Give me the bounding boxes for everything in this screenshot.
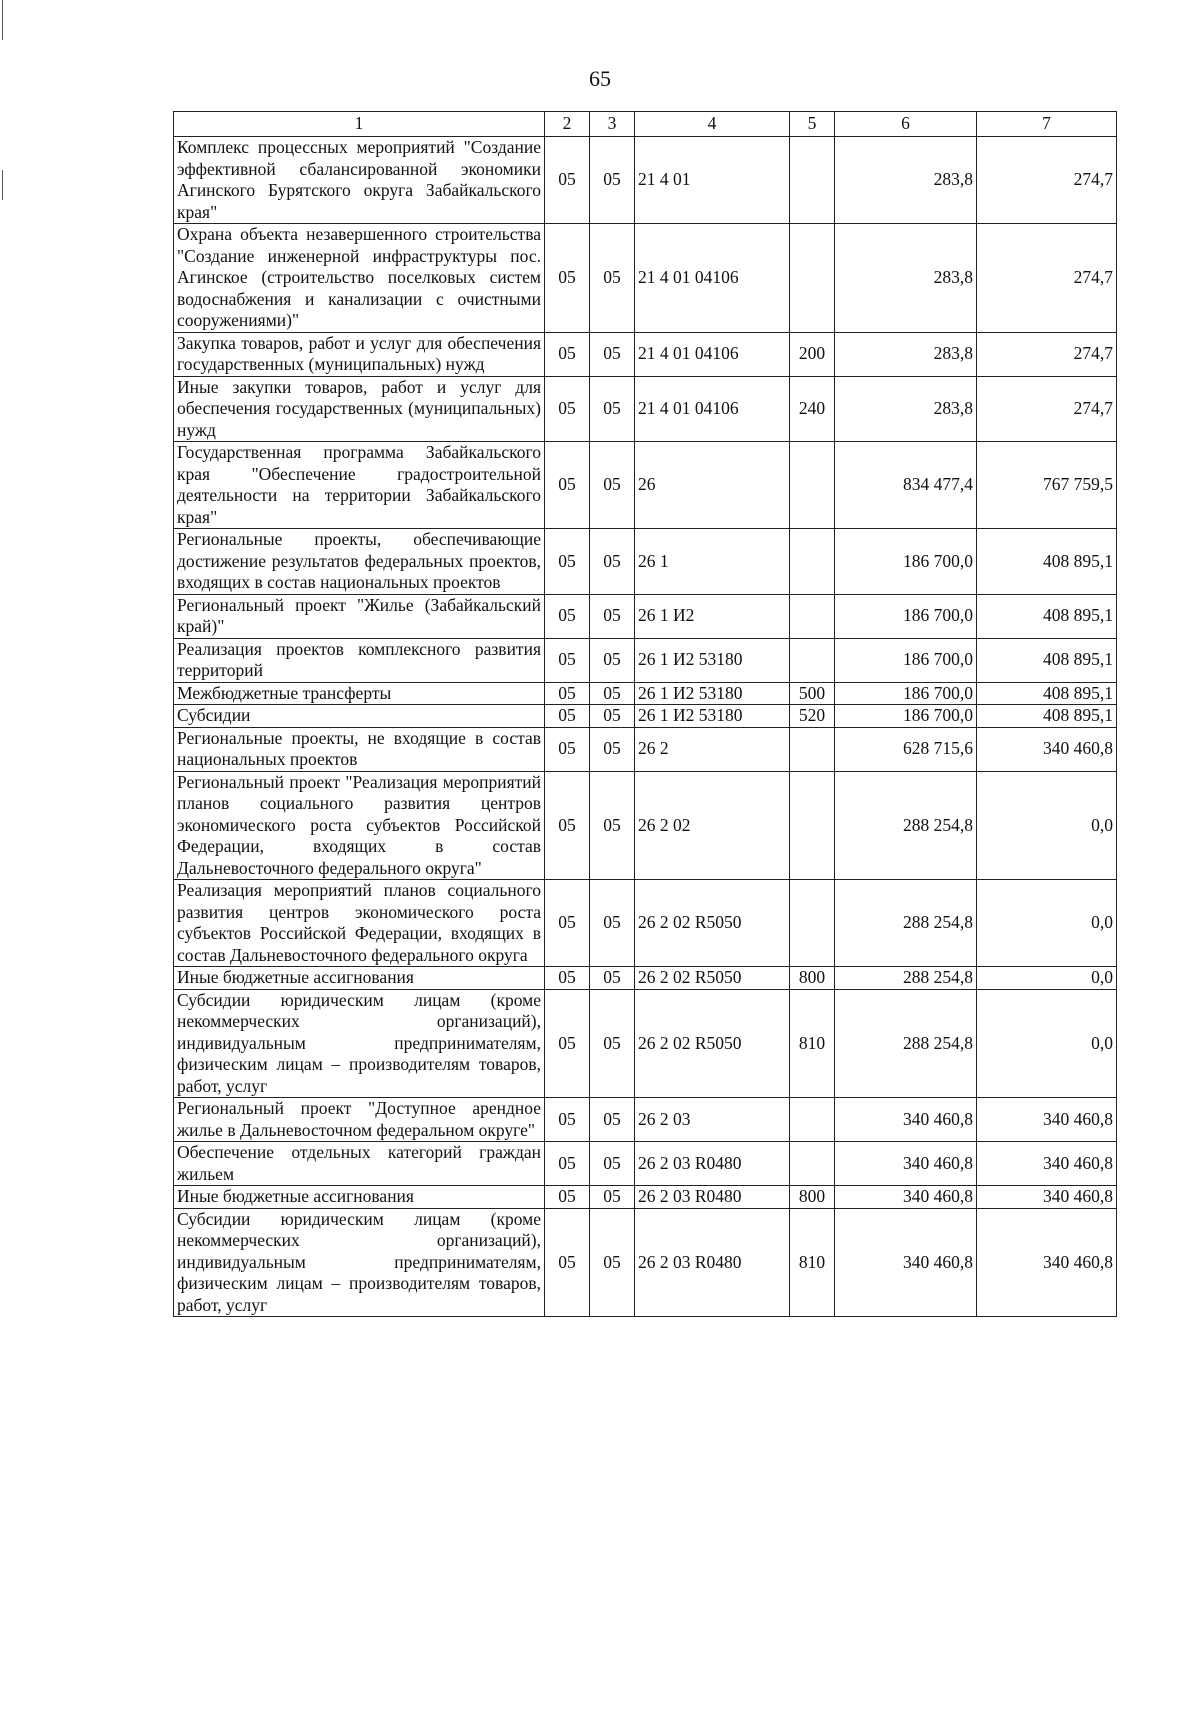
row-name-cell: Закупка товаров, работ и услуг для обеспечения государственных (муниципальных) нужд — [174, 332, 545, 376]
scan-edge-mark — [2, 0, 3, 40]
header-col-2: 2 — [545, 112, 590, 137]
row-expense-type-cell: 200 — [790, 332, 835, 376]
row-target-code-cell: 26 2 03 — [635, 1098, 790, 1142]
row-expense-type-cell: 810 — [790, 989, 835, 1098]
row-amount-col6-cell: 283,8 — [835, 224, 977, 333]
row-subsection-cell: 05 — [590, 529, 635, 595]
row-target-code-cell: 26 2 03 R0480 — [635, 1208, 790, 1317]
row-subsection-cell: 05 — [590, 1142, 635, 1186]
row-subsection-cell: 05 — [590, 442, 635, 529]
table-row — [174, 376, 1117, 442]
row-expense-type-cell: 800 — [790, 967, 835, 990]
row-name-cell: Региональные проекты, не входящие в состав национальных проектов — [174, 727, 545, 771]
table-row — [174, 989, 1117, 1098]
row-subsection-cell: 05 — [590, 376, 635, 442]
row-expense-type-cell — [790, 224, 835, 333]
row-expense-type-cell: 800 — [790, 1186, 835, 1209]
table-row — [174, 224, 1117, 333]
page-number: 65 — [589, 66, 611, 91]
row-amount-col6-cell: 834 477,4 — [835, 442, 977, 529]
row-target-code-cell: 26 — [635, 442, 790, 529]
row-name-cell: Региональные проекты, обеспечивающие достижение результатов федеральных проектов, входящих в состав национальных проектов — [174, 529, 545, 595]
row-section-cell: 05 — [545, 1142, 590, 1186]
row-subsection-cell: 05 — [590, 771, 635, 880]
row-subsection-cell: 05 — [590, 594, 635, 638]
row-expense-type-cell — [790, 442, 835, 529]
row-name-cell: Реализация мероприятий планов социального развития центров экономического роста субъектов Российской Федерации, входящих в состав Дальневосточного федерального округа — [174, 880, 545, 967]
row-section-cell: 05 — [545, 638, 590, 682]
row-amount-col7-cell: 340 460,8 — [977, 1142, 1117, 1186]
table-row — [174, 705, 1117, 728]
row-amount-col7-cell: 408 895,1 — [977, 682, 1117, 705]
row-name-cell: Региональный проект "Доступное арендное жилье в Дальневосточном федеральном округе" — [174, 1098, 545, 1142]
row-amount-col7-cell: 0,0 — [977, 880, 1117, 967]
row-section-cell: 05 — [545, 442, 590, 529]
row-section-cell: 05 — [545, 682, 590, 705]
row-expense-type-cell — [790, 880, 835, 967]
row-subsection-cell: 05 — [590, 1208, 635, 1317]
row-amount-col7-cell: 0,0 — [977, 967, 1117, 990]
table-row — [174, 529, 1117, 595]
row-name-cell: Субсидии юридическим лицам (кроме некоммерческих организаций), индивидуальным предпринимателям, физическим лицам – производителям товаров, работ, услуг — [174, 989, 545, 1098]
header-col-1: 1 — [174, 112, 545, 137]
header-col-4: 4 — [635, 112, 790, 137]
row-target-code-cell: 26 1 И2 — [635, 594, 790, 638]
header-col-3: 3 — [590, 112, 635, 137]
row-subsection-cell: 05 — [590, 224, 635, 333]
table-row — [174, 880, 1117, 967]
row-section-cell: 05 — [545, 771, 590, 880]
row-subsection-cell: 05 — [590, 727, 635, 771]
row-amount-col7-cell: 274,7 — [977, 376, 1117, 442]
row-expense-type-cell — [790, 137, 835, 224]
row-amount-col6-cell: 186 700,0 — [835, 638, 977, 682]
row-amount-col6-cell: 288 254,8 — [835, 771, 977, 880]
row-target-code-cell: 26 2 03 R0480 — [635, 1142, 790, 1186]
row-section-cell: 05 — [545, 594, 590, 638]
row-name-cell: Иные бюджетные ассигнования — [174, 967, 545, 990]
row-name-cell: Иные бюджетные ассигнования — [174, 1186, 545, 1209]
row-subsection-cell: 05 — [590, 1098, 635, 1142]
row-section-cell: 05 — [545, 989, 590, 1098]
row-amount-col6-cell: 340 460,8 — [835, 1098, 977, 1142]
header-col-6: 6 — [835, 112, 977, 137]
table-row — [174, 771, 1117, 880]
table-row — [174, 332, 1117, 376]
row-amount-col6-cell: 186 700,0 — [835, 529, 977, 595]
row-subsection-cell: 05 — [590, 967, 635, 990]
row-target-code-cell: 21 4 01 — [635, 137, 790, 224]
row-amount-col6-cell: 186 700,0 — [835, 594, 977, 638]
row-amount-col7-cell: 0,0 — [977, 771, 1117, 880]
row-amount-col7-cell: 408 895,1 — [977, 638, 1117, 682]
row-name-cell: Региональный проект "Реализация мероприятий планов социального развития центров экономического роста субъектов Российской Федерации, входящих в состав Дальневосточного федерального округа" — [174, 771, 545, 880]
row-amount-col7-cell: 408 895,1 — [977, 705, 1117, 728]
row-target-code-cell: 26 2 02 R5050 — [635, 989, 790, 1098]
table-row — [174, 594, 1117, 638]
row-section-cell: 05 — [545, 376, 590, 442]
row-expense-type-cell — [790, 727, 835, 771]
row-amount-col6-cell: 283,8 — [835, 137, 977, 224]
row-target-code-cell: 26 2 02 — [635, 771, 790, 880]
row-amount-col6-cell: 288 254,8 — [835, 967, 977, 990]
row-name-cell: Реализация проектов комплексного развития территорий — [174, 638, 545, 682]
row-name-cell: Субсидии юридическим лицам (кроме некоммерческих организаций), индивидуальным предпринимателям, физическим лицам – производителям товаров, работ, услуг — [174, 1208, 545, 1317]
row-subsection-cell: 05 — [590, 682, 635, 705]
table-row — [174, 1208, 1117, 1317]
row-subsection-cell: 05 — [590, 638, 635, 682]
row-amount-col7-cell: 408 895,1 — [977, 529, 1117, 595]
row-amount-col6-cell: 628 715,6 — [835, 727, 977, 771]
row-amount-col6-cell: 283,8 — [835, 332, 977, 376]
table-row — [174, 1098, 1117, 1142]
scan-edge-mark — [2, 170, 3, 200]
row-amount-col7-cell: 340 460,8 — [977, 1208, 1117, 1317]
row-section-cell: 05 — [545, 967, 590, 990]
table-row — [174, 638, 1117, 682]
row-section-cell: 05 — [545, 332, 590, 376]
row-section-cell: 05 — [545, 880, 590, 967]
table-row — [174, 1142, 1117, 1186]
row-subsection-cell: 05 — [590, 1186, 635, 1209]
row-section-cell: 05 — [545, 1208, 590, 1317]
row-target-code-cell: 26 1 — [635, 529, 790, 595]
row-target-code-cell: 26 1 И2 53180 — [635, 705, 790, 728]
row-expense-type-cell: 240 — [790, 376, 835, 442]
row-amount-col6-cell: 340 460,8 — [835, 1186, 977, 1209]
table-row — [174, 967, 1117, 990]
row-expense-type-cell — [790, 594, 835, 638]
row-expense-type-cell: 520 — [790, 705, 835, 728]
row-target-code-cell: 26 2 02 R5050 — [635, 880, 790, 967]
row-subsection-cell: 05 — [590, 989, 635, 1098]
row-expense-type-cell — [790, 638, 835, 682]
row-target-code-cell: 26 2 02 R5050 — [635, 967, 790, 990]
row-amount-col7-cell: 274,7 — [977, 224, 1117, 333]
row-name-cell: Региональный проект "Жилье (Забайкальский край)" — [174, 594, 545, 638]
row-amount-col7-cell: 767 759,5 — [977, 442, 1117, 529]
row-amount-col7-cell: 0,0 — [977, 989, 1117, 1098]
header-col-5: 5 — [790, 112, 835, 137]
row-target-code-cell: 21 4 01 04106 — [635, 376, 790, 442]
row-section-cell: 05 — [545, 1186, 590, 1209]
table-row — [174, 1186, 1117, 1209]
row-amount-col6-cell: 288 254,8 — [835, 880, 977, 967]
row-amount-col7-cell: 408 895,1 — [977, 594, 1117, 638]
row-subsection-cell: 05 — [590, 705, 635, 728]
row-amount-col6-cell: 340 460,8 — [835, 1208, 977, 1317]
row-name-cell: Иные закупки товаров, работ и услуг для обеспечения государственных (муниципальных) нужд — [174, 376, 545, 442]
row-amount-col7-cell: 340 460,8 — [977, 1186, 1117, 1209]
row-target-code-cell: 26 2 03 R0480 — [635, 1186, 790, 1209]
row-name-cell: Охрана объекта незавершенного строительства "Создание инженерной инфраструктуры пос. Агинское (строительство поселковых систем водоснабжения и канализации с очистными сооружениями)" — [174, 224, 545, 333]
table-row — [174, 137, 1117, 224]
row-amount-col7-cell: 274,7 — [977, 332, 1117, 376]
row-expense-type-cell: 500 — [790, 682, 835, 705]
row-target-code-cell: 21 4 01 04106 — [635, 332, 790, 376]
table-row — [174, 682, 1117, 705]
row-amount-col7-cell: 274,7 — [977, 137, 1117, 224]
row-section-cell: 05 — [545, 137, 590, 224]
row-amount-col6-cell: 186 700,0 — [835, 682, 977, 705]
row-amount-col6-cell: 186 700,0 — [835, 705, 977, 728]
row-amount-col7-cell: 340 460,8 — [977, 727, 1117, 771]
header-col-7: 7 — [977, 112, 1117, 137]
budget-table — [173, 111, 1117, 1317]
row-section-cell: 05 — [545, 224, 590, 333]
row-subsection-cell: 05 — [590, 332, 635, 376]
table-body — [174, 137, 1117, 1317]
table-row — [174, 442, 1117, 529]
row-subsection-cell: 05 — [590, 880, 635, 967]
row-name-cell: Межбюджетные трансферты — [174, 682, 545, 705]
row-section-cell: 05 — [545, 727, 590, 771]
row-name-cell: Государственная программа Забайкальского края "Обеспечение градостроительной деятельности на территории Забайкальского края" — [174, 442, 545, 529]
row-expense-type-cell — [790, 1098, 835, 1142]
row-amount-col6-cell: 340 460,8 — [835, 1142, 977, 1186]
row-target-code-cell: 26 1 И2 53180 — [635, 682, 790, 705]
row-name-cell: Обеспечение отдельных категорий граждан жильем — [174, 1142, 545, 1186]
row-target-code-cell: 26 1 И2 53180 — [635, 638, 790, 682]
row-target-code-cell: 21 4 01 04106 — [635, 224, 790, 333]
row-name-cell: Субсидии — [174, 705, 545, 728]
row-section-cell: 05 — [545, 705, 590, 728]
row-expense-type-cell — [790, 529, 835, 595]
row-name-cell: Комплекс процессных мероприятий "Создание эффективной сбалансированной экономики Агинского Бурятского округа Забайкальского края" — [174, 137, 545, 224]
header-row — [174, 112, 1117, 137]
row-expense-type-cell — [790, 771, 835, 880]
row-section-cell: 05 — [545, 1098, 590, 1142]
row-target-code-cell: 26 2 — [635, 727, 790, 771]
row-subsection-cell: 05 — [590, 137, 635, 224]
row-amount-col6-cell: 283,8 — [835, 376, 977, 442]
row-expense-type-cell — [790, 1142, 835, 1186]
row-section-cell: 05 — [545, 529, 590, 595]
row-amount-col6-cell: 288 254,8 — [835, 989, 977, 1098]
row-expense-type-cell: 810 — [790, 1208, 835, 1317]
row-amount-col7-cell: 340 460,8 — [977, 1098, 1117, 1142]
table-row — [174, 727, 1117, 771]
